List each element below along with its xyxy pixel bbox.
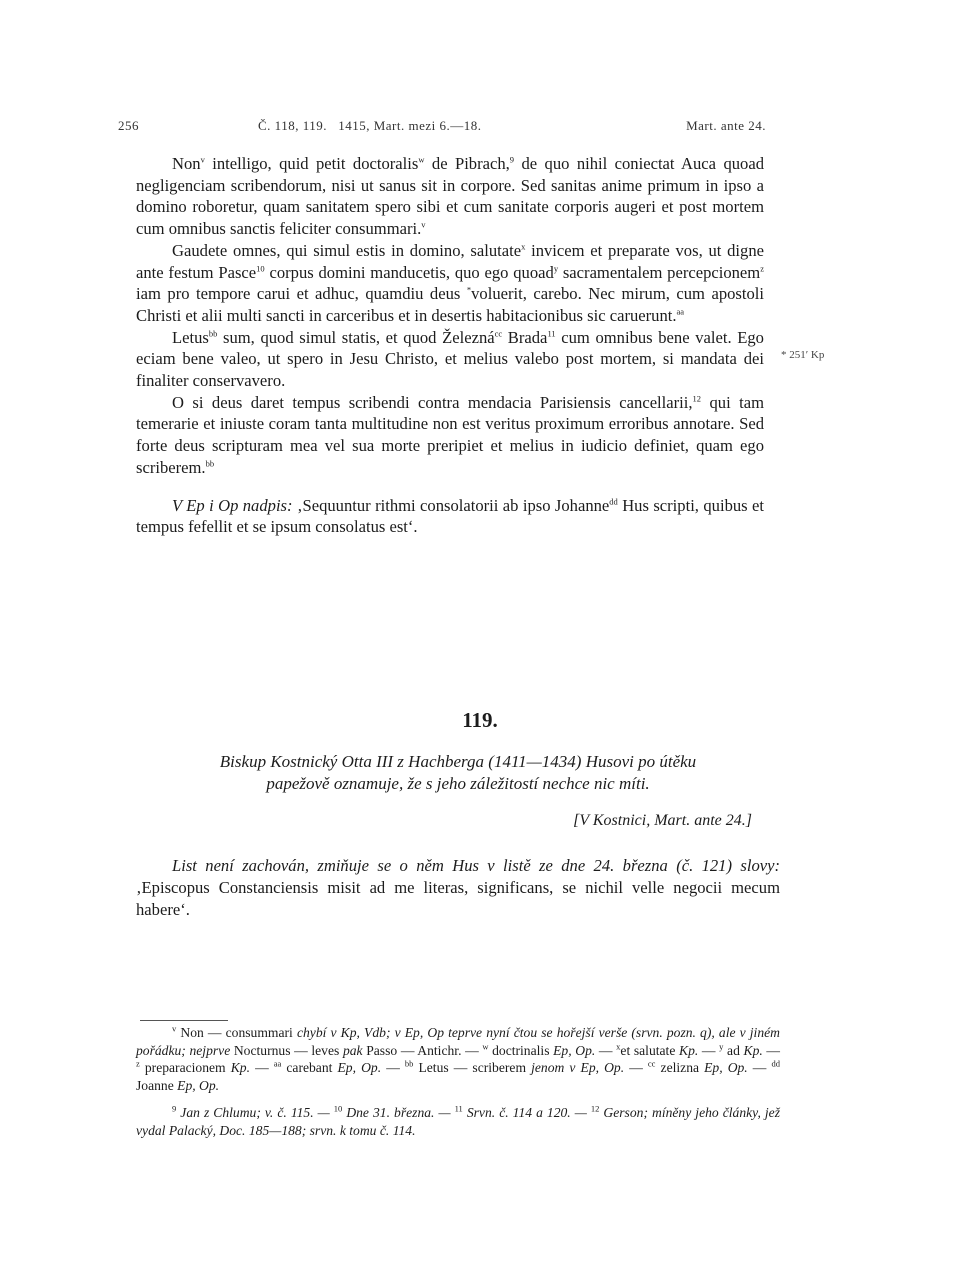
editorial-note: [136, 495, 764, 538]
footnote-text: chybí v Kp, Vdb; v Ep, Op teprve nyní čtou se hořejší verše (srvn. pozn. q), ale v jiném pořádku; nejprve: [136, 1025, 780, 1058]
footnote-text: —: [762, 1042, 781, 1058]
footnote-text: Ep, Op.: [553, 1042, 596, 1058]
footnote-text: Jan z Chlumu; v. č. 115. —: [176, 1105, 334, 1120]
text-run: ‚Sequuntur rithmi consolatorii ab ipso Johanne: [292, 495, 610, 515]
text-run: List není zachován, zmiňuje se o něm Hus v listě ze dne 24. března (č. 121) slovy:: [172, 856, 780, 875]
text-run: Hus scripti, quibus et tempus fefellit et se ipsum consolatus est‘.: [136, 495, 764, 537]
text-run: Brada: [502, 327, 548, 347]
footnote-text: preparacionem: [139, 1060, 231, 1075]
footnote-text: doctrinalis: [488, 1042, 554, 1058]
footnote-text: Kp.: [743, 1042, 763, 1058]
document-title-line: Biskup Kostnický Otta III z Hachberga (1411—1434) Husovi po útěku: [219, 752, 697, 771]
footnote-marker: 12: [590, 1103, 600, 1114]
footnote-text: —: [624, 1060, 648, 1075]
footnote-marker: z: [136, 1058, 140, 1069]
footnote-text: Letus — scriberem: [413, 1060, 532, 1075]
footnote-text: Joanne: [136, 1077, 178, 1093]
text-run: O si deus daret tempus scribendi contra mendacia Parisiensis cancellarii,: [172, 392, 693, 412]
header-date-range: 1415, Mart. mezi 6.—18.: [338, 118, 482, 133]
footnote-text: —: [249, 1060, 274, 1075]
footnote-text: Non — consummari: [176, 1025, 297, 1040]
letter-paragraph: [136, 392, 764, 479]
footnote-text: Ep, Op.: [704, 1060, 748, 1075]
footnote-marker: cc: [494, 328, 503, 339]
footnote-marker: y: [719, 1040, 724, 1051]
footnote-divider: [140, 1020, 228, 1021]
footnote-text: jenom v Ep, Op.: [531, 1060, 625, 1075]
text-run: de Pibrach,: [424, 154, 510, 173]
footnote-marker: bb: [404, 1058, 414, 1069]
footnote-text: Ep, Op.: [177, 1077, 220, 1093]
document-number: 119.: [462, 708, 498, 732]
footnote-text: —: [698, 1042, 720, 1058]
text-run: sum, quod simul statis, et quod Železná: [217, 327, 495, 347]
footnotes: [136, 1024, 780, 1139]
margin-folio-note: * 251′ Kp: [781, 349, 825, 361]
text-run: intelligo, quid petit doctoralis: [204, 154, 419, 173]
text-run: Non: [172, 154, 201, 173]
folio-marker: *: [466, 284, 472, 295]
footnote-marker: 12: [692, 393, 702, 404]
footnote-marker: w: [482, 1040, 489, 1051]
letter-paragraph: [136, 327, 764, 392]
footnote-text: Ep, Op.: [337, 1060, 382, 1075]
remark-paragraph: [136, 855, 780, 921]
footnote-marker: bb: [208, 328, 218, 339]
text-run: qui tam temerarie et iniuste coram tanta multitudine non est veritus proximum erroribus annotare. Sed forte deus scripturam mea vel sua morte preripiet et melius in iudicio definiet, quam ego scriberem.: [136, 392, 764, 477]
footnote-marker: 9: [509, 154, 515, 165]
letter-paragraph: [136, 240, 764, 327]
footnote-text: Nocturnus — leves: [230, 1042, 343, 1058]
footnote-marker: 10: [256, 262, 265, 273]
text-run: corpus domini manducetis, quo ego quoad: [264, 262, 554, 282]
footnote-text: Kp.: [679, 1042, 699, 1058]
footnote-text: et salutate: [620, 1042, 680, 1058]
footnote-marker: aa: [273, 1058, 282, 1069]
footnote-marker: z: [760, 262, 764, 273]
footnote-commentary: [136, 1104, 780, 1139]
text-run: sacramentalem percepcionem: [558, 262, 761, 282]
footnote-text: Srvn. č. 114 a 120. —: [462, 1105, 591, 1120]
text-run: invicem et preparate vos, ut digne ante festum Pasce: [136, 240, 764, 282]
text-run: voluerit, carebo. Nec mirum, cum apostoli Christi et alii multi sancti in carceribus et in desertis habitacionibus sic caruerunt.: [136, 284, 765, 325]
footnote-text: —: [381, 1060, 405, 1075]
footnote-marker: 11: [454, 1103, 463, 1114]
footnote-text: Dne 31. března. —: [342, 1105, 455, 1120]
footnote-marker: 9: [172, 1103, 177, 1114]
footnote-text: zelizna: [655, 1060, 705, 1075]
footnote-marker: w: [418, 154, 425, 165]
header-doc-numbers-text: Č. 118, 119.: [258, 118, 327, 133]
footnote-text: pak: [342, 1042, 363, 1058]
footnote-marker: bb: [205, 458, 215, 469]
footnote-marker: x: [616, 1040, 621, 1051]
document-title: [136, 751, 780, 795]
footnote-text: —: [747, 1060, 772, 1075]
page-number: 256: [118, 118, 139, 133]
footnote-marker: cc: [647, 1058, 656, 1069]
text-run: iam pro tempore carui et adhuc, quamdiu deus: [136, 284, 467, 304]
text-run: V Ep i Op nadpis:: [172, 495, 293, 515]
footnote-marker: aa: [676, 306, 685, 317]
header-document-numbers: [258, 118, 482, 134]
footnote-critical: [136, 1024, 780, 1094]
footnote-marker: x: [521, 241, 526, 252]
footnote-text: Kp.: [230, 1060, 250, 1075]
footnote-text: ad: [723, 1042, 744, 1058]
text-run: Letus: [172, 327, 209, 347]
footnote-marker: dd: [771, 1058, 780, 1069]
footnote-marker: 11: [547, 328, 556, 339]
document-place-date: [V Kostnici, Mart. ante 24.]: [573, 812, 752, 829]
footnote-marker: y: [553, 262, 559, 273]
footnote-text: carebant: [281, 1060, 338, 1075]
footnote-marker: 10: [333, 1103, 343, 1114]
footnote-marker: v: [421, 219, 426, 230]
document-title-line: papežově oznamuje, že s jeho záležitostí nechce nic míti.: [266, 774, 650, 793]
text-run: Gaudete omnes, qui simul estis in domino, salutate: [172, 240, 522, 260]
text-run: de quo nihil coniectat Auca quoad negligenciam scribendorum, nisi ut sanus sit in corpore. Sed sanitas anime primum in ipso a domino roboretur, quam sanitatem spero sibi et cum sanitate corporis augeri et post mortem cum omnibus sanctis feliciter consummari.: [136, 154, 764, 239]
letter-paragraph: [136, 153, 764, 240]
letter-text: [136, 153, 764, 538]
document-remark: [136, 855, 780, 921]
text-run: cum omnibus bene valet. Ego eciam bene valeo, ut spero in Jesu Christo, et melius valebo post mortem, si mandata dei finaliter conservavero.: [136, 327, 764, 391]
footnote-marker: v: [172, 1023, 177, 1034]
footnote-text: Gerson; míněny jeho články, jež vydal Palacký, Doc. 185—188; srvn. k tomu č. 114.: [136, 1105, 780, 1138]
footnote-text: Passo — Antichr. —: [362, 1042, 483, 1058]
footnote-marker: v: [200, 154, 205, 165]
running-header: [118, 118, 766, 138]
footnote-marker: dd: [609, 496, 618, 507]
text-run: ‚Episcopus Constanciensis misit ad me literas, significans, se nichil velle negocii mecum habere‘.: [136, 878, 780, 919]
footnote-text: —: [595, 1042, 617, 1058]
header-date-right: Mart. ante 24.: [686, 118, 766, 133]
